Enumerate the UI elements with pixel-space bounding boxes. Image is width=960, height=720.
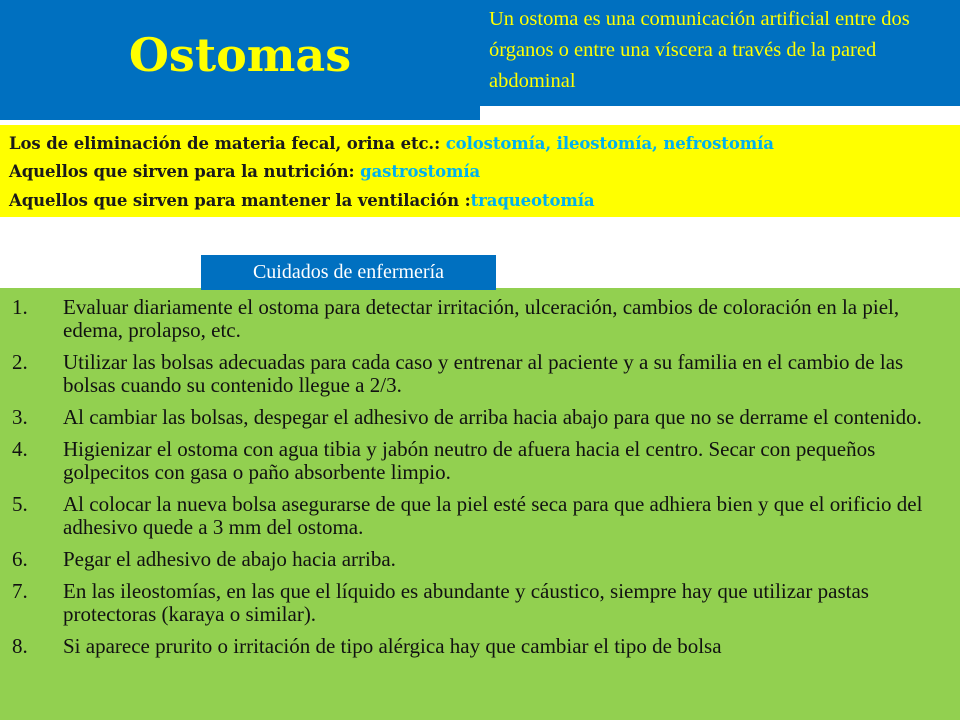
item-number: 7. (12, 579, 28, 603)
type-label: Aquellos que sirven para mantener la ventilación : (9, 191, 471, 210)
definition-text: Un ostoma es una comunicación artificial entre dos órganos o entre una víscera a través de la pared abdominal (489, 8, 910, 92)
item-number: 2. (12, 350, 28, 374)
list-item (0, 493, 955, 539)
type-examples: colostomía, ileostomía, nefrostomía (445, 134, 774, 153)
item-text: Pegar el adhesivo de abajo hacia arriba. (63, 547, 396, 571)
list-item (0, 406, 955, 429)
type-examples: traqueotomía (470, 191, 595, 210)
item-number: 4. (12, 437, 28, 461)
list-item (0, 635, 955, 658)
care-list (0, 296, 955, 667)
item-number: 3. (12, 405, 28, 429)
list-item (0, 580, 955, 626)
type-label: Aquellos que sirven para la nutrición: (9, 162, 361, 181)
item-text: Al colocar la nueva bolsa asegurarse de que la piel esté seca para que adhiera bien y que el orificio del adhesivo quede a 3 mm del ostoma. (63, 492, 923, 539)
item-text: Utilizar las bolsas adecuadas para cada caso y entrenar al paciente y a su familia en el cambio de las bolsas cuando su contenido llegue a 2/3. (63, 350, 904, 397)
item-number: 8. (12, 634, 28, 658)
care-heading: Cuidados de enfermería (201, 255, 496, 290)
list-item (0, 548, 955, 571)
slide-title: Ostomas (128, 28, 352, 82)
item-number: 6. (12, 547, 28, 571)
type-row-ventilation (9, 191, 595, 210)
list-item (0, 438, 955, 484)
item-number: 5. (12, 492, 28, 516)
type-examples: gastrostomía (360, 162, 481, 181)
item-text: Higienizar el ostoma con agua tibia y jabón neutro de afuera hacia el centro. Secar con pequeños golpecitos con gasa o paño absorbente limpio. (63, 437, 876, 484)
type-label: Los de eliminación de materia fecal, orina etc.: (9, 134, 446, 153)
item-text: Evaluar diariamente el ostoma para detectar irritación, ulceración, cambios de coloración en la piel, edema, prolapso, etc. (63, 295, 900, 342)
type-row-elimination (9, 134, 774, 153)
type-row-nutrition (9, 162, 480, 181)
list-item (0, 296, 955, 342)
item-text: Al cambiar las bolsas, despegar el adhesivo de arriba hacia abajo para que no se derrame el contenido. (63, 405, 922, 429)
item-number: 1. (12, 295, 28, 319)
item-text: Si aparece prurito o irritación de tipo alérgica hay que cambiar el tipo de bolsa (63, 634, 722, 658)
list-item (0, 351, 955, 397)
item-text: En las ileostomías, en las que el líquido es abundante y cáustico, siempre hay que utilizar pastas protectoras (karaya o similar). (63, 579, 869, 626)
